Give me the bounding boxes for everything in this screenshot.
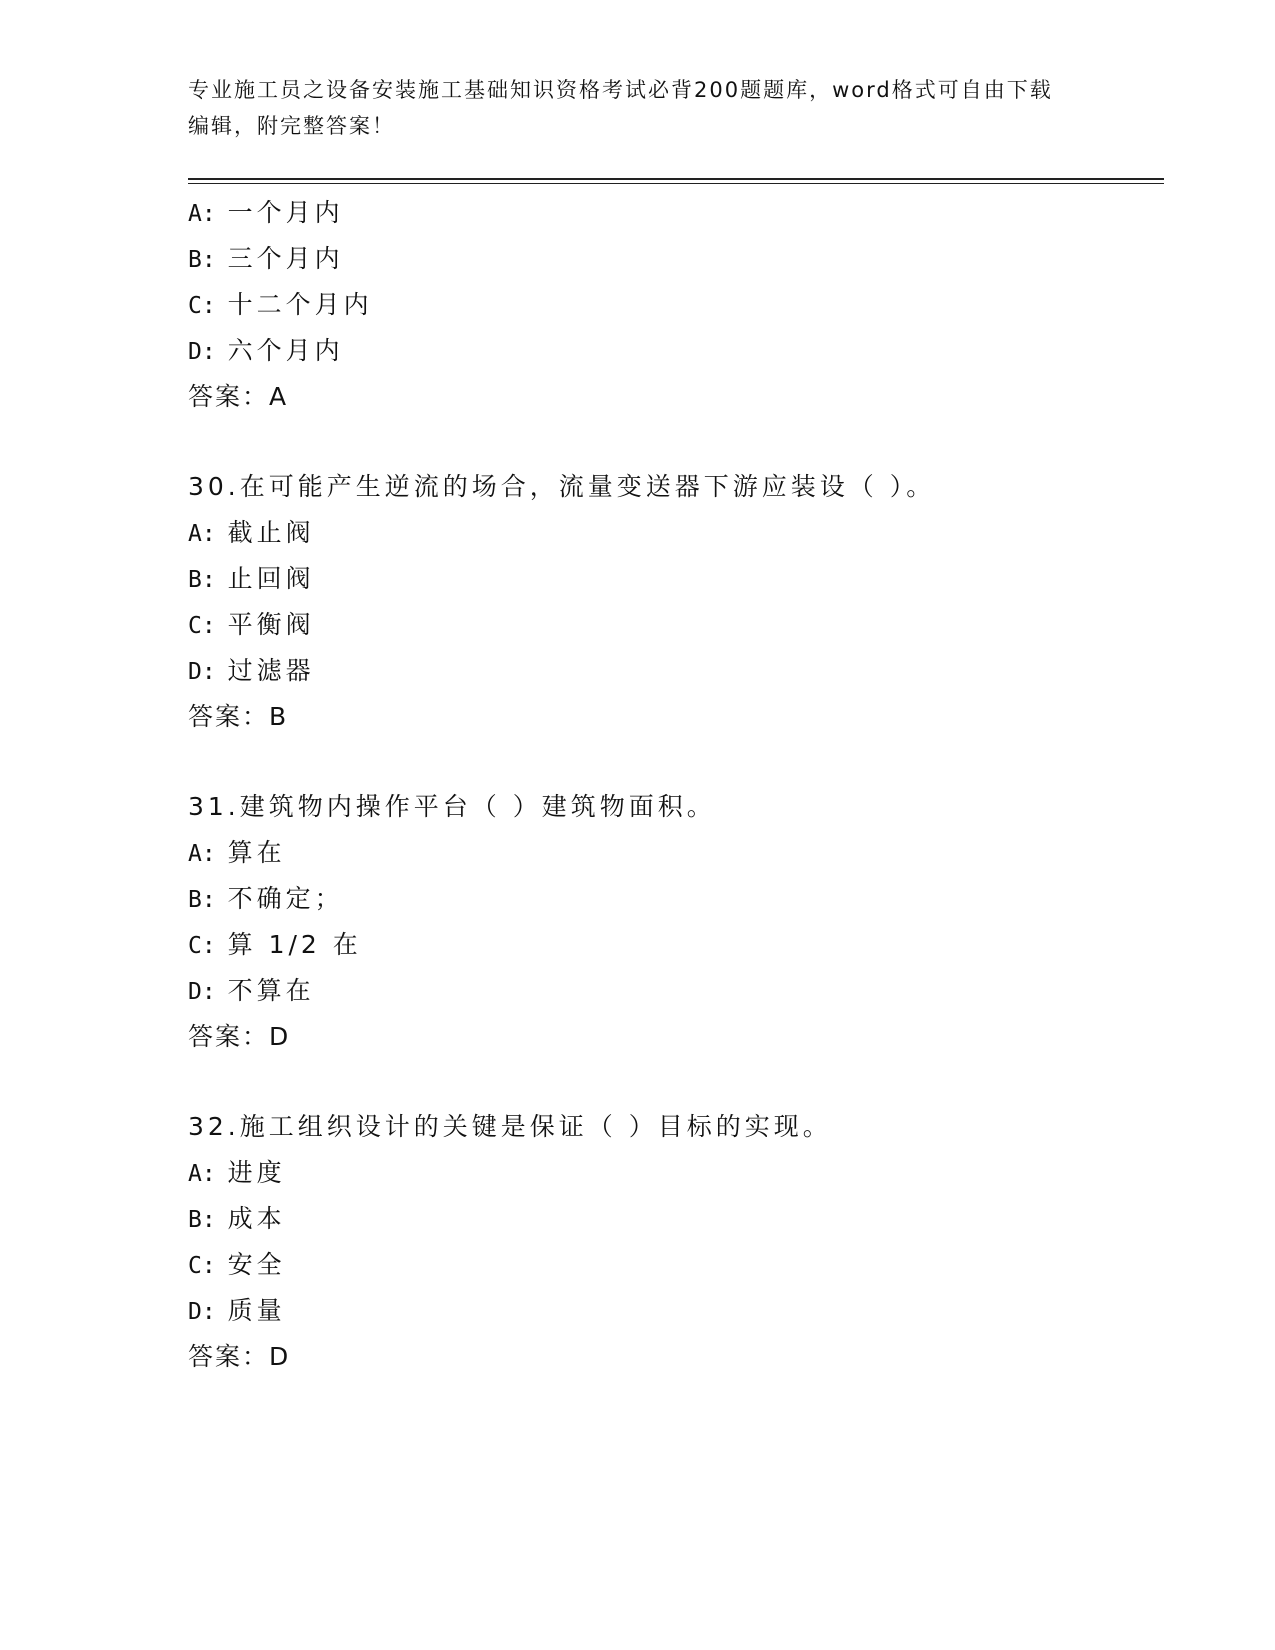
option-text: 过滤器 bbox=[227, 656, 315, 685]
option-d bbox=[188, 648, 1168, 694]
option-letter: B: bbox=[188, 887, 216, 913]
option-text: 不算在 bbox=[227, 976, 315, 1005]
option-c bbox=[188, 922, 1168, 968]
option-letter: A: bbox=[188, 201, 216, 227]
option-text: 平衡阀 bbox=[227, 610, 315, 639]
option-letter: A: bbox=[188, 841, 216, 867]
option-text: 质量 bbox=[227, 1296, 286, 1325]
answer-line: 答案：A bbox=[188, 382, 289, 411]
option-letter: C: bbox=[188, 613, 216, 639]
option-text: 止回阀 bbox=[227, 564, 315, 593]
option-letter: C: bbox=[188, 1253, 216, 1279]
option-b bbox=[188, 876, 1168, 922]
option-c bbox=[188, 282, 1168, 328]
option-text: 算 1/2 在 bbox=[227, 930, 362, 959]
option-letter: C: bbox=[188, 933, 216, 959]
document-header: 专业施工员之设备安装施工基础知识资格考试必背200题题库，word格式可自由下载编辑，附完整答案！ bbox=[188, 78, 1053, 138]
question-block-32 bbox=[188, 1104, 1168, 1380]
option-letter: D: bbox=[188, 659, 216, 685]
option-text: 进度 bbox=[227, 1158, 286, 1187]
header-divider-thin bbox=[188, 183, 1164, 184]
option-letter: A: bbox=[188, 521, 216, 547]
question-stem: 32.施工组织设计的关键是保证（ ）目标的实现。 bbox=[188, 1112, 832, 1141]
question-block-31 bbox=[188, 784, 1168, 1060]
option-text: 安全 bbox=[227, 1250, 286, 1279]
option-letter: C: bbox=[188, 293, 216, 319]
option-a bbox=[188, 510, 1168, 556]
option-a bbox=[188, 190, 1168, 236]
question-block-30 bbox=[188, 464, 1168, 740]
option-text: 三个月内 bbox=[227, 244, 344, 273]
option-d bbox=[188, 1288, 1168, 1334]
question-stem: 31.建筑物内操作平台（ ）建筑物面积。 bbox=[188, 792, 716, 821]
option-letter: D: bbox=[188, 1299, 216, 1325]
option-b bbox=[188, 236, 1168, 282]
option-a bbox=[188, 830, 1168, 876]
option-text: 六个月内 bbox=[227, 336, 344, 365]
answer-line: 答案：B bbox=[188, 702, 289, 731]
header-divider-thick bbox=[188, 178, 1164, 180]
option-letter: D: bbox=[188, 979, 216, 1005]
option-text: 不确定； bbox=[227, 884, 344, 913]
answer-line: 答案：D bbox=[188, 1022, 291, 1051]
option-d bbox=[188, 328, 1168, 374]
option-letter: B: bbox=[188, 1207, 216, 1233]
option-letter: B: bbox=[188, 247, 216, 273]
question-stem: 30.在可能产生逆流的场合，流量变送器下游应装设（ ）。 bbox=[188, 472, 936, 501]
question-block-prev bbox=[188, 190, 1168, 420]
option-c bbox=[188, 602, 1168, 648]
option-letter: B: bbox=[188, 567, 216, 593]
option-text: 算在 bbox=[227, 838, 286, 867]
option-c bbox=[188, 1242, 1168, 1288]
question-list bbox=[188, 190, 1168, 1380]
option-a bbox=[188, 1150, 1168, 1196]
answer-line: 答案：D bbox=[188, 1342, 291, 1371]
option-text: 一个月内 bbox=[227, 198, 344, 227]
option-letter: D: bbox=[188, 339, 216, 365]
option-letter: A: bbox=[188, 1161, 216, 1187]
option-b bbox=[188, 556, 1168, 602]
option-text: 十二个月内 bbox=[227, 290, 373, 319]
option-text: 成本 bbox=[227, 1204, 286, 1233]
option-d bbox=[188, 968, 1168, 1014]
option-text: 截止阀 bbox=[227, 518, 315, 547]
option-b bbox=[188, 1196, 1168, 1242]
